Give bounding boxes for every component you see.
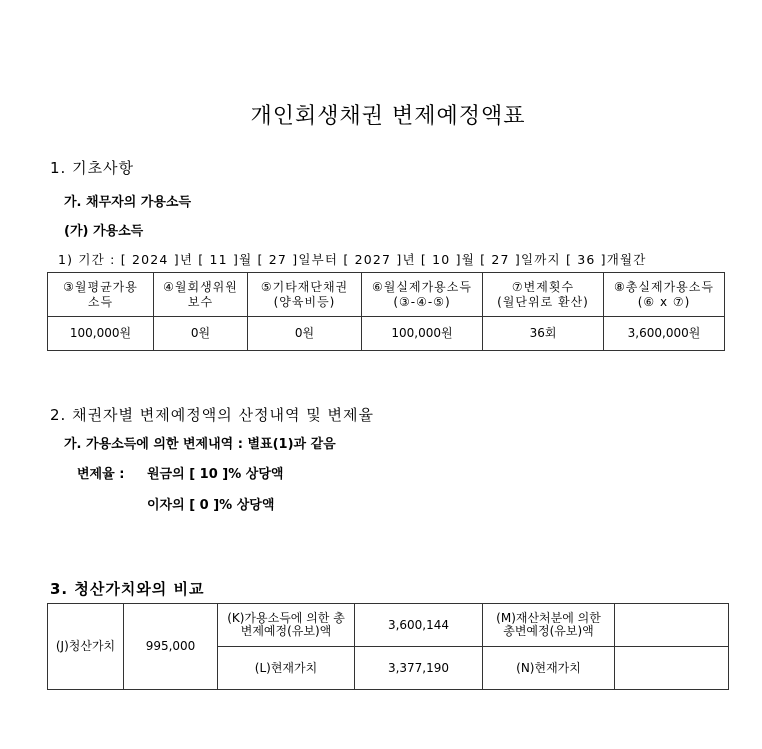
section1-sub-a: 가. 채무자의 가용소득 xyxy=(64,195,192,210)
header-total-actual-income: ⑧총실제가용소득 (⑥ x ⑦) xyxy=(604,273,725,317)
income-table xyxy=(47,272,725,351)
period-line: 1) 기간 : [ 2024 ]년 [ 11 ]월 [ 27 ]일부터 [ 2027 ]년 [ 10 ]월 [ 27 ]일까지 [ 36 ]개월간 xyxy=(58,252,647,267)
value-other-claims: 0원 xyxy=(248,317,362,351)
value-repayment-count: 36회 xyxy=(483,317,604,351)
section1-heading: 1. 기초사항 xyxy=(50,159,135,177)
section3-heading: 3. 청산가치와의 비교 xyxy=(50,580,205,598)
value-trustee-fee: 0원 xyxy=(154,317,248,351)
principal-rate-line: 원금의 [ 10 ]% 상당액 xyxy=(147,467,284,482)
header-monthly-avg-income: ③월평균가용 소득 xyxy=(48,273,154,317)
comparison-row-1 xyxy=(48,604,729,647)
income-table-header xyxy=(48,273,725,317)
income-repayment-value: 3,600,144 xyxy=(355,604,483,647)
asset-disposal-value xyxy=(615,604,729,647)
value-total-actual-income: 3,600,000원 xyxy=(604,317,725,351)
income-repayment-label: (K)가용소득에 의한 총 변제예정(유보)액 xyxy=(218,604,355,647)
asset-disposal-label: (M)재산처분에 의한 총변예정(유보)액 xyxy=(483,604,615,647)
value-monthly-actual-income: 100,000원 xyxy=(362,317,483,351)
header-trustee-fee: ④월회생위원 보수 xyxy=(154,273,248,317)
value-monthly-avg-income: 100,000원 xyxy=(48,317,154,351)
header-monthly-actual-income: ⑥월실제가용소득 (③-④-⑤) xyxy=(362,273,483,317)
section2-heading: 2. 채권자별 변제예정액의 산정내역 및 변제율 xyxy=(50,406,374,424)
present-value-l: 3,377,190 xyxy=(355,647,483,690)
interest-rate-line: 이자의 [ 0 ]% 상당액 xyxy=(147,498,275,513)
rate-label: 변제율 : xyxy=(77,467,125,482)
liquidation-comparison-table xyxy=(47,603,729,690)
header-repayment-count: ⑦변제횟수 (월단위로 환산) xyxy=(483,273,604,317)
header-other-claims: ⑤기타재단채권 (양육비등) xyxy=(248,273,362,317)
present-value-n-label: (N)현재가치 xyxy=(483,647,615,690)
liquidation-value-label: (J)청산가치 xyxy=(48,604,124,690)
document-title: 개인회생채권 변제예정액표 xyxy=(250,104,526,129)
income-table-row xyxy=(48,317,725,351)
section2-sub-a: 가. 가용소득에 의한 변제내역 : 별표(1)과 같음 xyxy=(64,437,336,452)
section1-sub-ga: (가) 가용소득 xyxy=(64,224,144,239)
present-value-n xyxy=(615,647,729,690)
present-value-l-label: (L)현재가치 xyxy=(218,647,355,690)
liquidation-value: 995,000 xyxy=(124,604,218,690)
